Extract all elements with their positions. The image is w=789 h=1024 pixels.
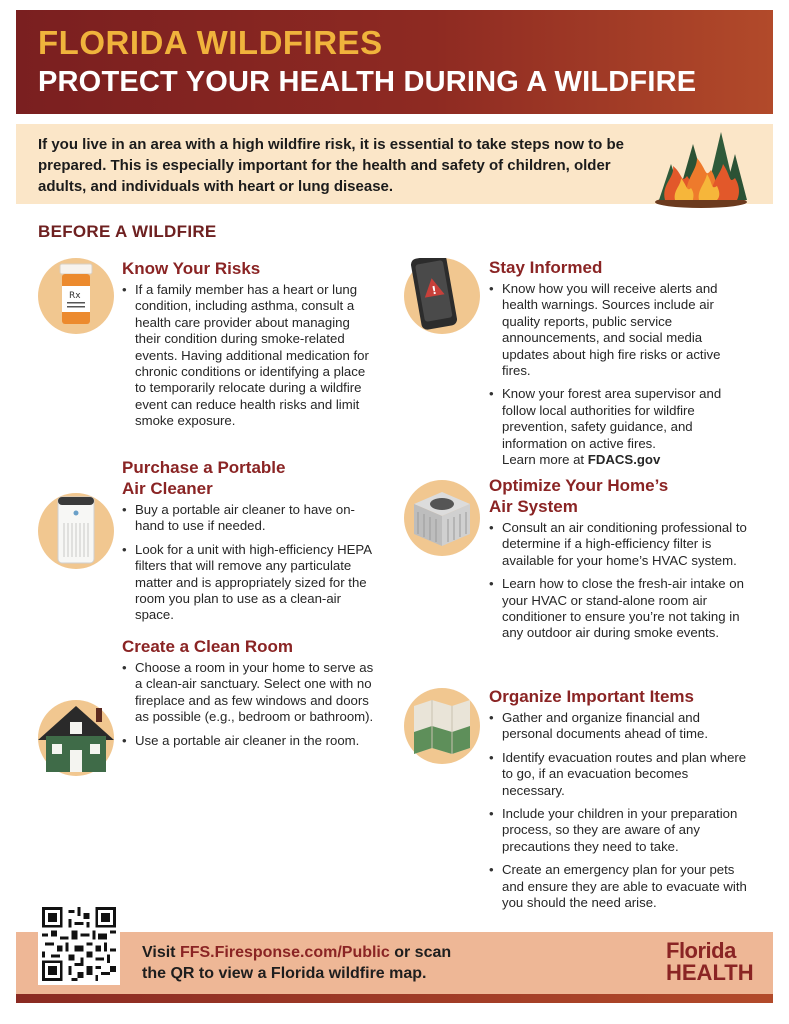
- heading-home-air-system: [489, 475, 751, 517]
- block-portable-air-cleaner: [122, 457, 377, 631]
- florida-health-logo: [666, 940, 754, 984]
- list-item: • Gather and organize financial and personal documents ahead of time.: [489, 710, 751, 743]
- heading-line: Optimize Your Home’s: [489, 476, 669, 495]
- hvac-unit-icon: [404, 480, 480, 556]
- page-subtitle: PROTECT YOUR HEALTH DURING A WILDFIRE: [38, 66, 697, 98]
- logo-line-1: Florida: [666, 938, 736, 963]
- fdacs-link[interactable]: FDACS.gov: [587, 452, 661, 468]
- learn-more-text: Learn more at: [502, 452, 585, 468]
- heading-know-your-risks: Know Your Risks: [122, 259, 261, 278]
- medication-bottle-icon: [38, 258, 114, 334]
- air-purifier-icon: [38, 493, 114, 569]
- block-know-your-risks: [122, 258, 377, 437]
- footer-line-2: the QR to view a Florida wildfire map.: [142, 965, 427, 982]
- heading-clean-room: Create a Clean Room: [122, 637, 293, 656]
- section-title: BEFORE A WILDFIRE: [38, 222, 217, 241]
- list-item: • Choose a room in your home to serve as a clean-air sanctuary. Select one with no fireplace and as few windows and doors as possible (e.g., bedroom or bathroom).: [122, 660, 377, 726]
- list-item: • If a family member has a heart or lung condition, including asthma, consult a health care provider about managing their condition during smoke-related events. Having additional medication for chronic conditions or identifying a place to temporarily relocate during a wildfire event can reduce health risks and limit smoke exposure.: [122, 282, 377, 430]
- list-item: [489, 386, 751, 468]
- footer-bar: [16, 994, 773, 1003]
- heading-line: Purchase a Portable: [122, 458, 286, 477]
- block-stay-informed: [489, 257, 751, 468]
- header-banner: [16, 10, 773, 114]
- footer-or-scan: or scan: [394, 944, 452, 961]
- heading-important-items: Organize Important Items: [489, 687, 694, 706]
- intro-text: If you live in an area with a high wildfire risk, it is essential to take steps now to be prepared. This is especially important for the health and safety of children, older adults, and individuals with heart or lung disease.: [38, 136, 624, 195]
- list-item: • Know how you will receive alerts and health warnings. Sources include air quality reports, public service announcements, and social media updates about high fire risks or active fires.: [489, 281, 751, 379]
- block-important-items: [489, 686, 751, 918]
- heading-portable-air-cleaner: [122, 457, 377, 499]
- wildfire-trees-icon: [651, 114, 751, 209]
- wildfire-map-link[interactable]: FFS.Firesponse.com/Public: [179, 944, 390, 961]
- list-item: • Buy a portable air cleaner to have on-hand to use if needed.: [122, 502, 377, 535]
- footer-message: [142, 942, 451, 984]
- footer-band: [16, 932, 773, 994]
- heading-line: Air Cleaner: [122, 479, 213, 498]
- list-item: • Identify evacuation routes and plan where to go, if an evacuation becomes necessary.: [489, 750, 751, 799]
- logo-line-2: HEALTH: [666, 960, 754, 985]
- bullet-text: Know your forest area supervisor and follow local authorities for wildfire prevention, safety guidance, and information on active fires.: [502, 386, 722, 451]
- house-icon: [38, 700, 114, 776]
- list-item: • Look for a unit with high-efficiency HEPA filters that will remove any particulate matter and is appropriately sized for the room you plan to use as a clean-air space.: [122, 542, 377, 624]
- list-item: • Consult an air conditioning professional to determine if a high-efficiency filter is available for your home’s HVAC system.: [489, 520, 751, 569]
- phone-alert-icon: [404, 258, 480, 334]
- intro-box: [16, 124, 773, 204]
- block-home-air-system: [489, 475, 751, 649]
- svg-text:Rx: Rx: [69, 291, 81, 301]
- list-item: • Learn how to close the fresh-air intake on your HVAC or stand-alone room air conditioner to ensure you’re not taking in any outdoor air during smoke events.: [489, 576, 751, 642]
- list-item: • Create an emergency plan for your pets and ensure they are able to evacuate with you should the need arise.: [489, 862, 751, 911]
- map-icon: [404, 688, 480, 764]
- heading-line: Air System: [489, 497, 578, 516]
- qr-code[interactable]: [38, 903, 120, 985]
- page-title: FLORIDA WILDFIRES: [38, 24, 383, 61]
- heading-stay-informed: Stay Informed: [489, 258, 603, 277]
- footer-visit: Visit: [142, 944, 176, 961]
- block-clean-room: [122, 636, 377, 756]
- svg-text:!: !: [430, 283, 438, 298]
- list-item: • Use a portable air cleaner in the room.: [122, 733, 377, 749]
- list-item: • Include your children in your preparation process, so they are aware of any precautions they need to take.: [489, 806, 751, 855]
